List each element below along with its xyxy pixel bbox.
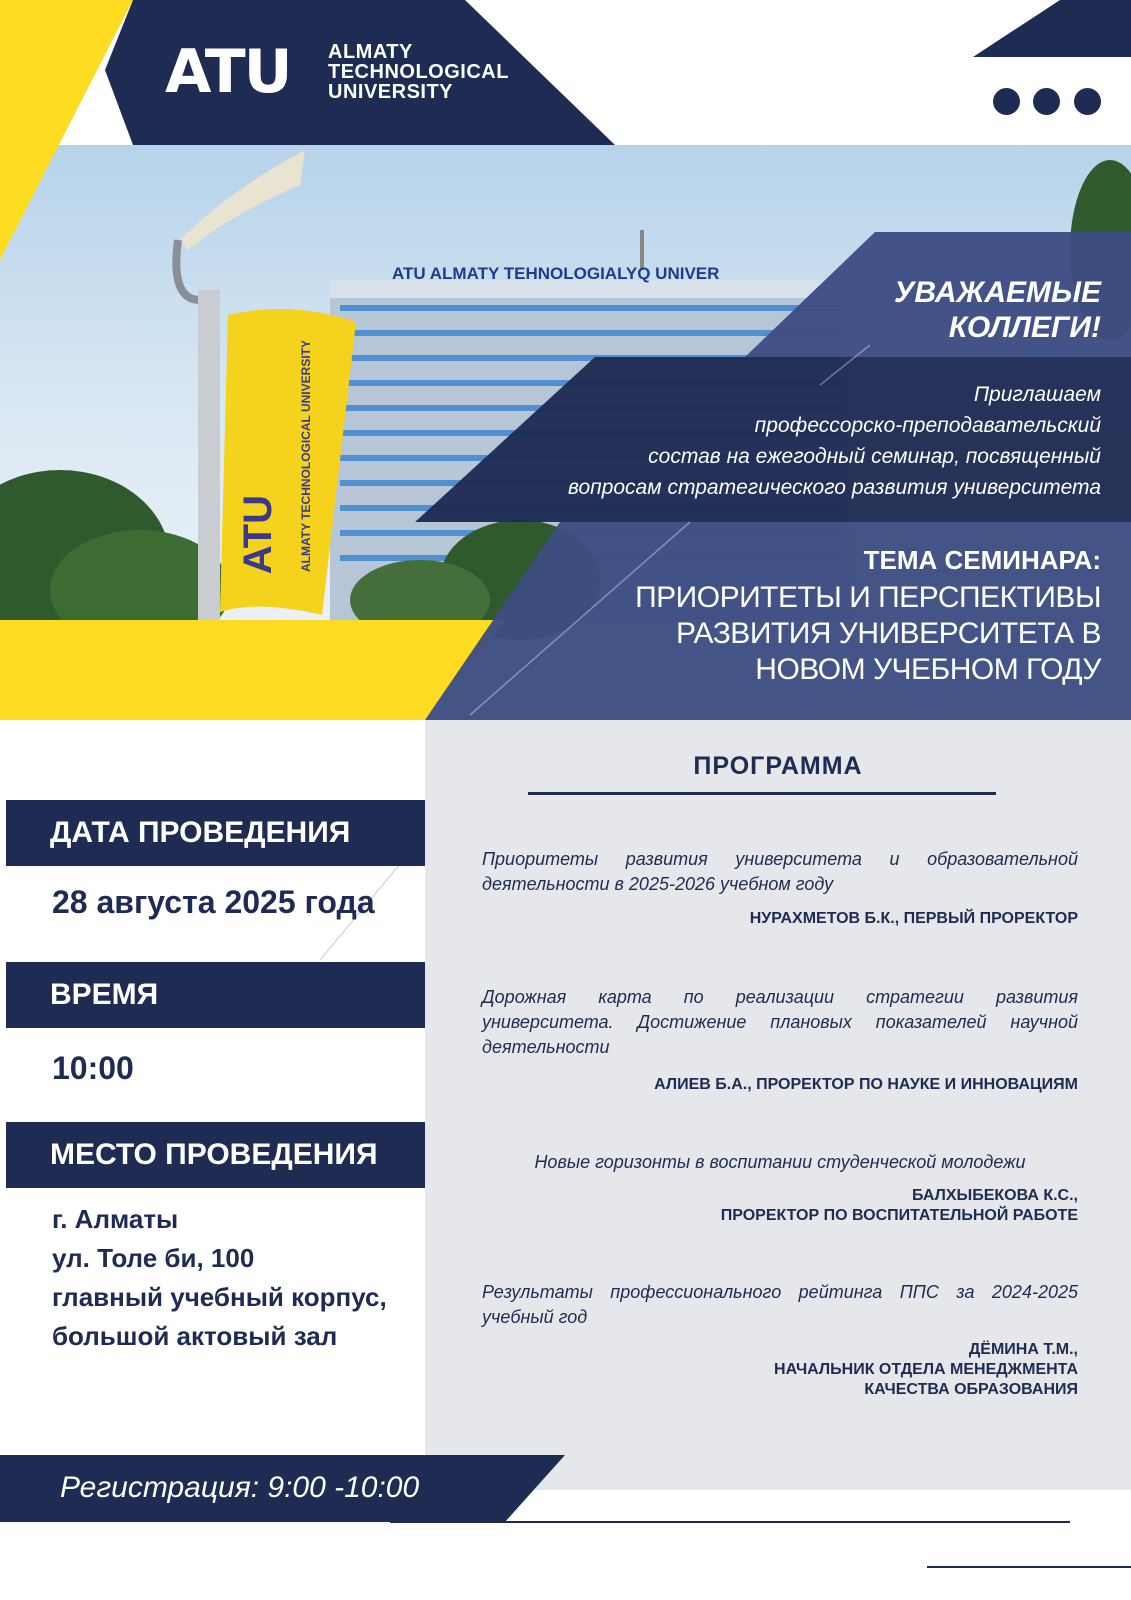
theme-label: ТЕМА СЕМИНАРА: bbox=[863, 545, 1101, 575]
time-value: 10:00 bbox=[52, 1050, 134, 1086]
dot-icon bbox=[1074, 88, 1101, 115]
invitation-line: профессорско-преподавательский bbox=[754, 414, 1101, 437]
program-title: ПРОГРАММА bbox=[693, 752, 863, 780]
venue-line: главный учебный корпус, bbox=[52, 1282, 387, 1312]
venue-line: ул. Толе би, 100 bbox=[52, 1243, 255, 1273]
date-label: ДАТА ПРОВЕДЕНИЯ bbox=[6, 800, 425, 866]
dot-icon bbox=[1033, 88, 1060, 115]
banner-logo: ATU bbox=[236, 495, 280, 575]
program-item-speaker: АЛИЕВ Б.А., ПРОРЕКТОР ПО НАУКЕ И ИННОВАЦИЯМ bbox=[654, 1076, 1078, 1093]
greeting-line-2: КОЛЛЕГИ! bbox=[948, 311, 1101, 344]
greeting bbox=[781, 275, 1101, 345]
invitation-text bbox=[461, 379, 1101, 503]
program-title-underline bbox=[528, 792, 996, 795]
yellow-shape-bottom bbox=[0, 620, 505, 720]
theme-line: РАЗВИТИЯ УНИВЕРСИТЕТА В bbox=[676, 617, 1101, 650]
venue-line: г. Алматы bbox=[52, 1204, 179, 1234]
logo-line-2: TECHNOLOGICAL bbox=[328, 61, 509, 83]
banner-text: ALMATY TECHNOLOGICAL UNIVERSITY bbox=[299, 340, 313, 573]
venue-label: МЕСТО ПРОВЕДЕНИЯ bbox=[6, 1122, 425, 1188]
invitation-line: Приглашаем bbox=[973, 383, 1101, 406]
university-logo: ATU bbox=[165, 37, 291, 107]
venue-line: большой актовый зал bbox=[52, 1321, 338, 1351]
program-item-title: Результаты профессионального рейтинга ППС за 2024-2025 учебный год bbox=[482, 1282, 1078, 1327]
logo-line-1: ALMATY bbox=[328, 41, 413, 63]
venue-address bbox=[52, 1200, 387, 1356]
program-item-title: Новые горизонты в воспитании студенческой молодежи bbox=[534, 1152, 1026, 1172]
theme-line: НОВОМ УЧЕБНОМ ГОДУ bbox=[755, 653, 1101, 686]
registration-time: Регистрация: 9:00 -10:00 bbox=[60, 1471, 420, 1504]
program-item-speaker: НУРАХМЕТОВ Б.К., ПЕРВЫЙ ПРОРЕКТОР bbox=[749, 910, 1078, 927]
date-value: 28 августа 2025 года bbox=[52, 884, 375, 920]
program-item-title: Приоритеты развития университета и образовательной деятельности в 2025-2026 учебном году bbox=[482, 849, 1078, 894]
invitation-line: вопросам стратегического развития университета bbox=[567, 476, 1101, 499]
dot-icon bbox=[993, 88, 1020, 115]
theme-text bbox=[581, 580, 1101, 688]
corner-triangle bbox=[973, 0, 1131, 57]
building-sign: ATU ALMATY TEHNOLOGIALYQ UNIVER bbox=[392, 264, 720, 283]
program-item-speaker: ДЁМИНА Т.М., НАЧАЛЬНИК ОТДЕЛА МЕНЕДЖМЕНТА КАЧЕСТВА ОБРАЗОВАНИЯ bbox=[774, 1341, 1078, 1398]
theme-line: ПРИОРИТЕТЫ И ПЕРСПЕКТИВЫ bbox=[635, 581, 1101, 614]
program-item-title: Дорожная карта по реализации стратегии развития университета. Достижение плановых показателей научной деятельности bbox=[482, 987, 1078, 1057]
time-label: ВРЕМЯ bbox=[6, 962, 425, 1028]
university-name bbox=[328, 42, 509, 102]
invitation-line: состав на ежегодный семинар, посвященный bbox=[648, 445, 1101, 468]
logo-line-3: UNIVERSITY bbox=[328, 81, 454, 103]
greeting-line-1: УВАЖАЕМЫЕ bbox=[894, 276, 1101, 309]
program-item-speaker: БАЛХЫБЕКОВА К.С., ПРОРЕКТОР ПО ВОСПИТАТЕЛЬНОЙ РАБОТЕ bbox=[720, 1187, 1078, 1224]
